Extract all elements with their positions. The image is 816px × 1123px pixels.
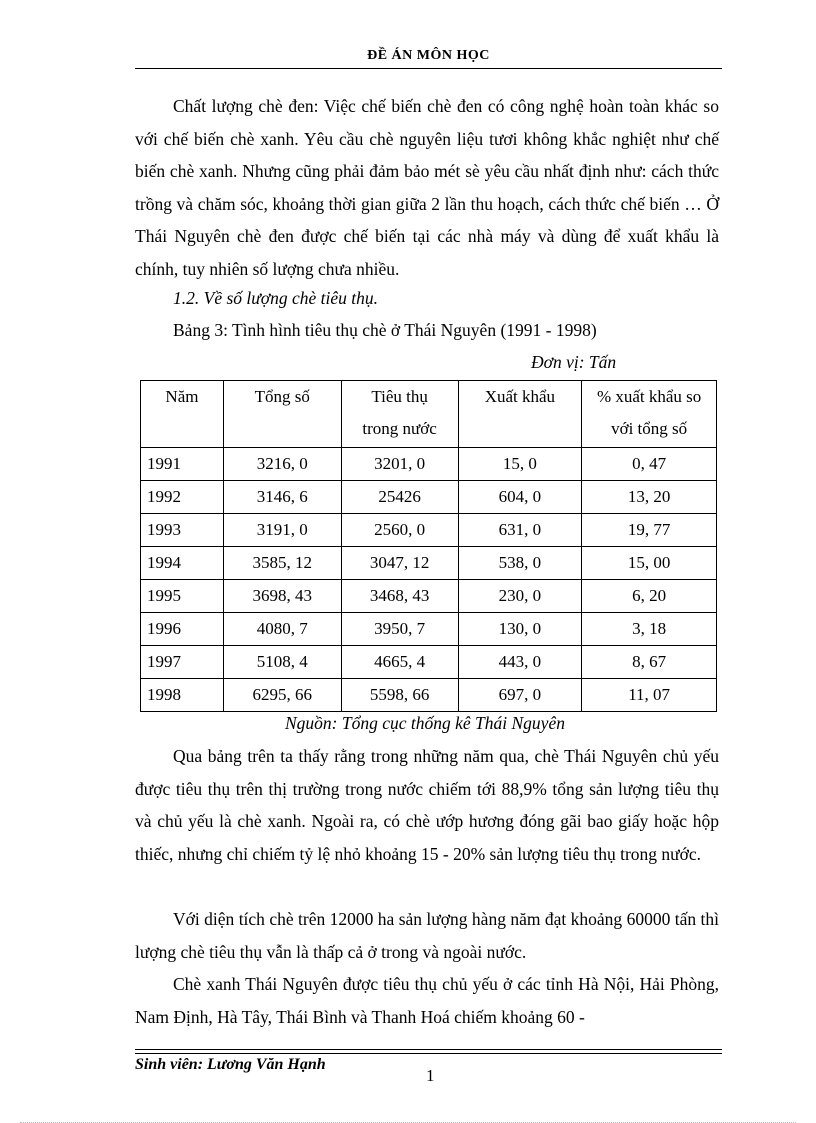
header-divider (135, 68, 722, 69)
cell-total: 3146, 6 (223, 481, 341, 514)
cell-export: 631, 0 (458, 514, 582, 547)
table-row (141, 613, 717, 646)
cell-export-percent: 0, 47 (582, 448, 717, 481)
table-row (141, 679, 717, 712)
cell-export-percent: 15, 00 (582, 547, 717, 580)
header-export-percent (582, 381, 717, 448)
table-row (141, 514, 717, 547)
paragraph-text: Qua bảng trên ta thấy rằng trong những năm qua, chè Thái Nguyên chủ yếu được tiêu thụ trên thị trường trong nước chiếm tới 88,9% tổng sản lượng tiêu thụ và chủ yếu là chè xanh. Ngoài ra, có chè ướp hương đóng gãi bao giấy hoặc hộp thiếc, nhưng chỉ chiếm tỷ lệ nhỏ khoảng 15 - 20% sản lượng tiêu thụ trong nước. (135, 746, 719, 864)
cell-domestic: 4665, 4 (341, 646, 458, 679)
cell-total: 6295, 66 (223, 679, 341, 712)
cell-year: 1996 (141, 613, 224, 646)
cell-domestic: 5598, 66 (341, 679, 458, 712)
cell-export-percent: 19, 77 (582, 514, 717, 547)
table-row (141, 547, 717, 580)
cell-domestic: 3950, 7 (341, 613, 458, 646)
cell-export: 604, 0 (458, 481, 582, 514)
table-row (141, 646, 717, 679)
cell-export: 15, 0 (458, 448, 582, 481)
cell-export-percent: 6, 20 (582, 580, 717, 613)
cell-export-percent: 3, 18 (582, 613, 717, 646)
header-year: Năm (141, 381, 224, 448)
source-note: Nguồn: Tổng cục thống kê Thái Nguyên (285, 713, 565, 733)
cell-export: 697, 0 (458, 679, 582, 712)
paragraph-text: Chè xanh Thái Nguyên được tiêu thụ chủ yếu ở các tỉnh Hà Nội, Hải Phòng, Nam Định, Hà Tây, Thái Bình và Thanh Hoá chiếm khoảng 60 - (135, 974, 719, 1027)
tea-consumption-table (140, 380, 717, 712)
cell-domestic: 3201, 0 (341, 448, 458, 481)
cell-year: 1991 (141, 448, 224, 481)
table-title: Bảng 3: Tình hình tiêu thụ chè ở Thái Nguyên (1991 - 1998) (173, 320, 597, 340)
page-header-title: ĐỀ ÁN MÔN HỌC (367, 48, 490, 63)
cell-total: 3216, 0 (223, 448, 341, 481)
header-total: Tổng số (223, 381, 341, 448)
cell-year: 1995 (141, 580, 224, 613)
cell-domestic: 25426 (341, 481, 458, 514)
header-pct-line2: với tổng số (611, 419, 688, 438)
cell-total: 5108, 4 (223, 646, 341, 679)
header-domestic-line2: trong nước (362, 419, 437, 438)
cell-domestic: 2560, 0 (341, 514, 458, 547)
cell-year: 1998 (141, 679, 224, 712)
paragraph-domestic-consumption (135, 740, 719, 870)
section-heading: 1.2. Về số lượng chè tiêu thụ. (173, 288, 379, 308)
table-row (141, 580, 717, 613)
cell-export: 443, 0 (458, 646, 582, 679)
cell-total: 3698, 43 (223, 580, 341, 613)
paragraph-text: Chất lượng chè đen: Việc chế biến chè đen có công nghệ hoàn toàn khác so với chế biến chè xanh. Yêu cầu chè nguyên liệu tươi không khắc nghiệt như chế biến chè xanh. Nhưng cũng phải đảm bảo mét sè yêu cầu nhất định như: cách thức trồng và chăm sóc, khoảng thời gian giữa 2 lần thu hoạch, cách thức chế biến … Ở Thái Nguyên chè đen được chế biến tại các nhà máy và dùng để xuất khẩu là chính, tuy nhiên số lượng chưa nhiều. (135, 96, 719, 279)
cell-export-percent: 11, 07 (582, 679, 717, 712)
unit-note: Đơn vị: Tấn (531, 352, 617, 372)
cell-export: 538, 0 (458, 547, 582, 580)
cell-total: 3585, 12 (223, 547, 341, 580)
cell-year: 1994 (141, 547, 224, 580)
cell-total: 3191, 0 (223, 514, 341, 547)
footer-divider (135, 1049, 722, 1050)
paragraph-provinces (135, 968, 719, 1033)
header-domestic-line1: Tiêu thụ (371, 387, 428, 406)
paragraph-area-output (135, 903, 719, 968)
header-export: Xuất khẩu (458, 381, 582, 448)
cell-year: 1997 (141, 646, 224, 679)
footer-divider-secondary (135, 1053, 722, 1054)
cell-domestic: 3047, 12 (341, 547, 458, 580)
paragraph-black-tea-quality (135, 90, 719, 285)
table-row (141, 448, 717, 481)
cell-year: 1993 (141, 514, 224, 547)
header-pct-line1: % xuất khẩu so (596, 387, 702, 406)
cell-export-percent: 8, 67 (582, 646, 717, 679)
paragraph-text: Với diện tích chè trên 12000 ha sản lượng hàng năm đạt khoảng 60000 tấn thì lượng chè tiêu thụ vẫn là thấp cả ở trong và ngoài nước. (135, 909, 719, 962)
header-domestic (341, 381, 458, 448)
cell-export: 130, 0 (458, 613, 582, 646)
cell-export-percent: 13, 20 (582, 481, 717, 514)
page-number: 1 (426, 1066, 435, 1085)
table-row (141, 481, 717, 514)
cell-export: 230, 0 (458, 580, 582, 613)
cell-total: 4080, 7 (223, 613, 341, 646)
cell-year: 1992 (141, 481, 224, 514)
footer-author: Sinh viên: Lương Văn Hạnh (135, 1056, 326, 1073)
cell-domestic: 3468, 43 (341, 580, 458, 613)
table-header-row (141, 381, 717, 448)
